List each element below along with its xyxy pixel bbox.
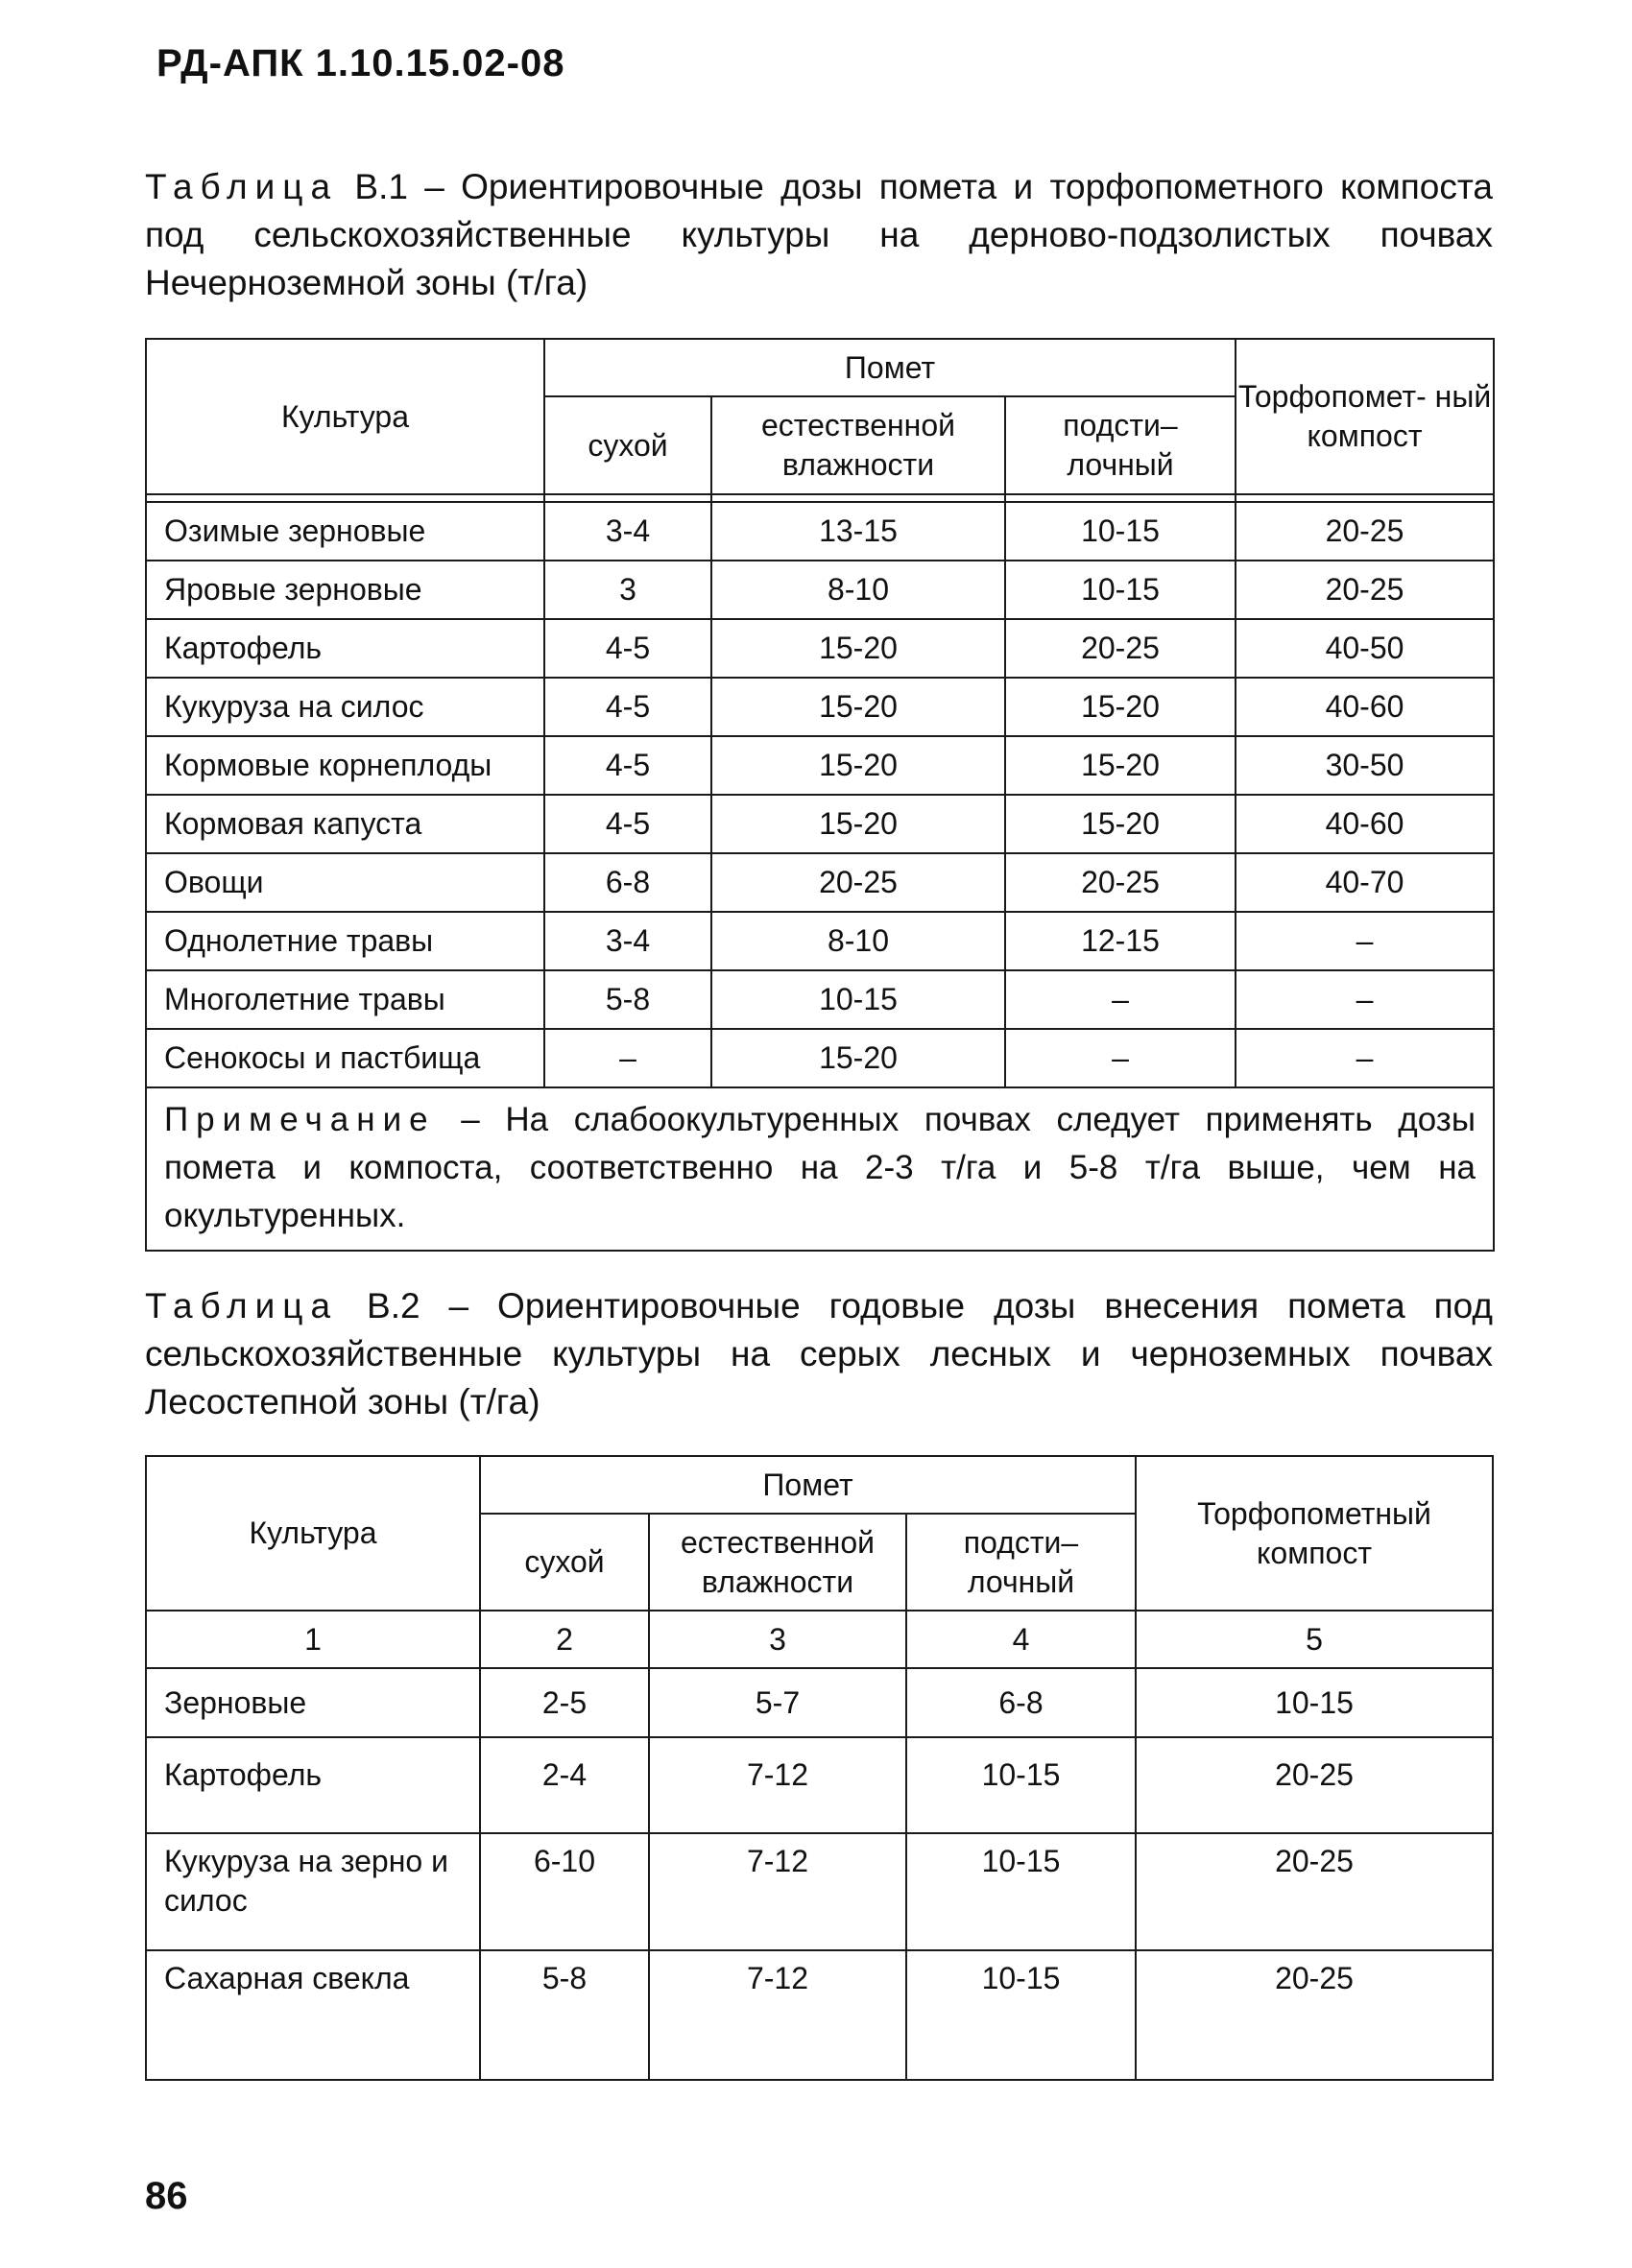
table-1-note — [146, 1087, 1494, 1251]
compost-cell: 20-25 — [1136, 1950, 1493, 2080]
natural-cell: 15-20 — [711, 736, 1005, 795]
compost-cell: 10-15 — [1136, 1668, 1493, 1737]
natural-cell: 5-7 — [649, 1668, 906, 1737]
table-1-header-row — [146, 339, 1494, 396]
natural-cell: 20-25 — [711, 853, 1005, 912]
column-header-bedding: подсти– лочный — [906, 1514, 1136, 1611]
table-1 — [145, 338, 1495, 1252]
table-row — [146, 736, 1494, 795]
natural-cell: 7-12 — [649, 1833, 906, 1950]
dry-cell: 6-8 — [544, 853, 711, 912]
dry-cell: 3 — [544, 561, 711, 619]
compost-cell: 40-50 — [1236, 619, 1494, 678]
note-label: Примечание — [164, 1101, 436, 1138]
bedding-cell: – — [1005, 970, 1236, 1029]
natural-cell: 15-20 — [711, 795, 1005, 853]
column-header-natural: естественной влажности — [711, 396, 1005, 494]
compost-cell: 30-50 — [1236, 736, 1494, 795]
dry-cell: 4-5 — [544, 795, 711, 853]
dry-cell: 2-5 — [480, 1668, 649, 1737]
table-2-caption-text: В.2 – Ориентировочные годовые дозы внесения помета под сельскохозяйственные культуры на серых лесных и черноземных почвах Лесостепной зоны (т/га) — [145, 1286, 1493, 1421]
compost-cell: 20-25 — [1136, 1737, 1493, 1833]
dry-cell: 4-5 — [544, 678, 711, 736]
column-header-compost: Торфопомет- ный компост — [1236, 339, 1494, 494]
dry-cell: 3-4 — [544, 502, 711, 561]
dry-cell: – — [544, 1029, 711, 1087]
header-divider — [146, 494, 1494, 502]
column-header-dry: сухой — [544, 396, 711, 494]
column-number: 1 — [146, 1611, 480, 1668]
culture-cell: Картофель — [146, 1737, 480, 1833]
column-number: 5 — [1136, 1611, 1493, 1668]
dry-cell: 4-5 — [544, 619, 711, 678]
dry-cell: 2-4 — [480, 1737, 649, 1833]
table-1-caption-text: В.1 – Ориентировочные дозы помета и торфопометного компоста под сельскохозяйственные культуры на дерново-подзолистых почвах Нечерноземной зоны (т/га) — [145, 167, 1493, 302]
natural-cell: 7-12 — [649, 1950, 906, 2080]
natural-cell: 13-15 — [711, 502, 1005, 561]
column-header-compost: Торфопометный компост — [1136, 1456, 1493, 1611]
compost-cell: 20-25 — [1236, 561, 1494, 619]
bedding-cell: 20-25 — [1005, 619, 1236, 678]
table-2-caption — [145, 1282, 1493, 1426]
culture-cell: Сенокосы и пастбища — [146, 1029, 544, 1087]
culture-cell: Кормовая капуста — [146, 795, 544, 853]
dry-cell: 3-4 — [544, 912, 711, 970]
column-number: 2 — [480, 1611, 649, 1668]
natural-cell: 10-15 — [711, 970, 1005, 1029]
natural-cell: 15-20 — [711, 1029, 1005, 1087]
column-header-culture: Культура — [146, 1456, 480, 1611]
culture-cell: Картофель — [146, 619, 544, 678]
compost-cell: 20-25 — [1236, 502, 1494, 561]
natural-cell: 15-20 — [711, 678, 1005, 736]
bedding-cell: 12-15 — [1005, 912, 1236, 970]
bedding-cell: – — [1005, 1029, 1236, 1087]
dry-cell: 5-8 — [480, 1950, 649, 2080]
culture-cell: Кормовые корнеплоды — [146, 736, 544, 795]
compost-cell: 20-25 — [1136, 1833, 1493, 1950]
column-header-pomet: Помет — [544, 339, 1236, 396]
culture-cell: Кукуруза на силос — [146, 678, 544, 736]
page-number: 86 — [145, 2175, 188, 2217]
dry-cell: 6-10 — [480, 1833, 649, 1950]
dry-cell: 5-8 — [544, 970, 711, 1029]
table-row — [146, 912, 1494, 970]
table-row — [146, 970, 1494, 1029]
dry-cell: 4-5 — [544, 736, 711, 795]
culture-cell: Зерновые — [146, 1668, 480, 1737]
culture-cell: Озимые зерновые — [146, 502, 544, 561]
column-header-dry: сухой — [480, 1514, 649, 1611]
table-row — [146, 795, 1494, 853]
culture-cell: Кукуруза на зерно и силос — [146, 1833, 480, 1950]
natural-cell: 7-12 — [649, 1737, 906, 1833]
table-row — [146, 561, 1494, 619]
natural-cell: 8-10 — [711, 912, 1005, 970]
culture-cell: Овощи — [146, 853, 544, 912]
column-number: 4 — [906, 1611, 1136, 1668]
table-1-caption-label: Таблица — [145, 167, 339, 206]
bedding-cell: 20-25 — [1005, 853, 1236, 912]
table-row — [146, 1029, 1494, 1087]
table-row — [146, 1737, 1493, 1833]
table-2-caption-label: Таблица — [145, 1286, 339, 1325]
table-2 — [145, 1455, 1494, 2081]
column-header-pomet: Помет — [480, 1456, 1136, 1514]
bedding-cell: 15-20 — [1005, 736, 1236, 795]
natural-cell: 8-10 — [711, 561, 1005, 619]
bedding-cell: 10-15 — [906, 1950, 1136, 2080]
table-row — [146, 619, 1494, 678]
culture-cell: Многолетние травы — [146, 970, 544, 1029]
culture-cell: Однолетние травы — [146, 912, 544, 970]
compost-cell: 40-70 — [1236, 853, 1494, 912]
table-2-header-row — [146, 1456, 1493, 1514]
table-row — [146, 1950, 1493, 2080]
column-number-row — [146, 1611, 1493, 1668]
column-header-bedding: подсти– лочный — [1005, 396, 1236, 494]
table-row — [146, 853, 1494, 912]
table-1-caption — [145, 163, 1493, 307]
bedding-cell: 10-15 — [906, 1833, 1136, 1950]
culture-cell: Яровые зерновые — [146, 561, 544, 619]
compost-cell: – — [1236, 1029, 1494, 1087]
note-text: – На слабоокультуренных почвах следует применять дозы помета и компоста, соответственно на 2-3 т/га и 5-8 т/га выше, чем на окультуренных. — [164, 1101, 1476, 1234]
bedding-cell: 10-15 — [1005, 502, 1236, 561]
bedding-cell: 10-15 — [906, 1737, 1136, 1833]
column-header-culture: Культура — [146, 339, 544, 494]
column-header-natural: естественной влажности — [649, 1514, 906, 1611]
table-row — [146, 502, 1494, 561]
culture-cell: Сахарная свекла — [146, 1950, 480, 2080]
table-row — [146, 1833, 1493, 1950]
column-number: 3 — [649, 1611, 906, 1668]
natural-cell: 15-20 — [711, 619, 1005, 678]
bedding-cell: 10-15 — [1005, 561, 1236, 619]
document-code: РД-АПК 1.10.15.02-08 — [156, 42, 565, 84]
bedding-cell: 6-8 — [906, 1668, 1136, 1737]
compost-cell: – — [1236, 912, 1494, 970]
table-1-note-row — [146, 1087, 1494, 1251]
compost-cell: – — [1236, 970, 1494, 1029]
bedding-cell: 15-20 — [1005, 795, 1236, 853]
bedding-cell: 15-20 — [1005, 678, 1236, 736]
table-row — [146, 1668, 1493, 1737]
compost-cell: 40-60 — [1236, 678, 1494, 736]
compost-cell: 40-60 — [1236, 795, 1494, 853]
table-row — [146, 678, 1494, 736]
